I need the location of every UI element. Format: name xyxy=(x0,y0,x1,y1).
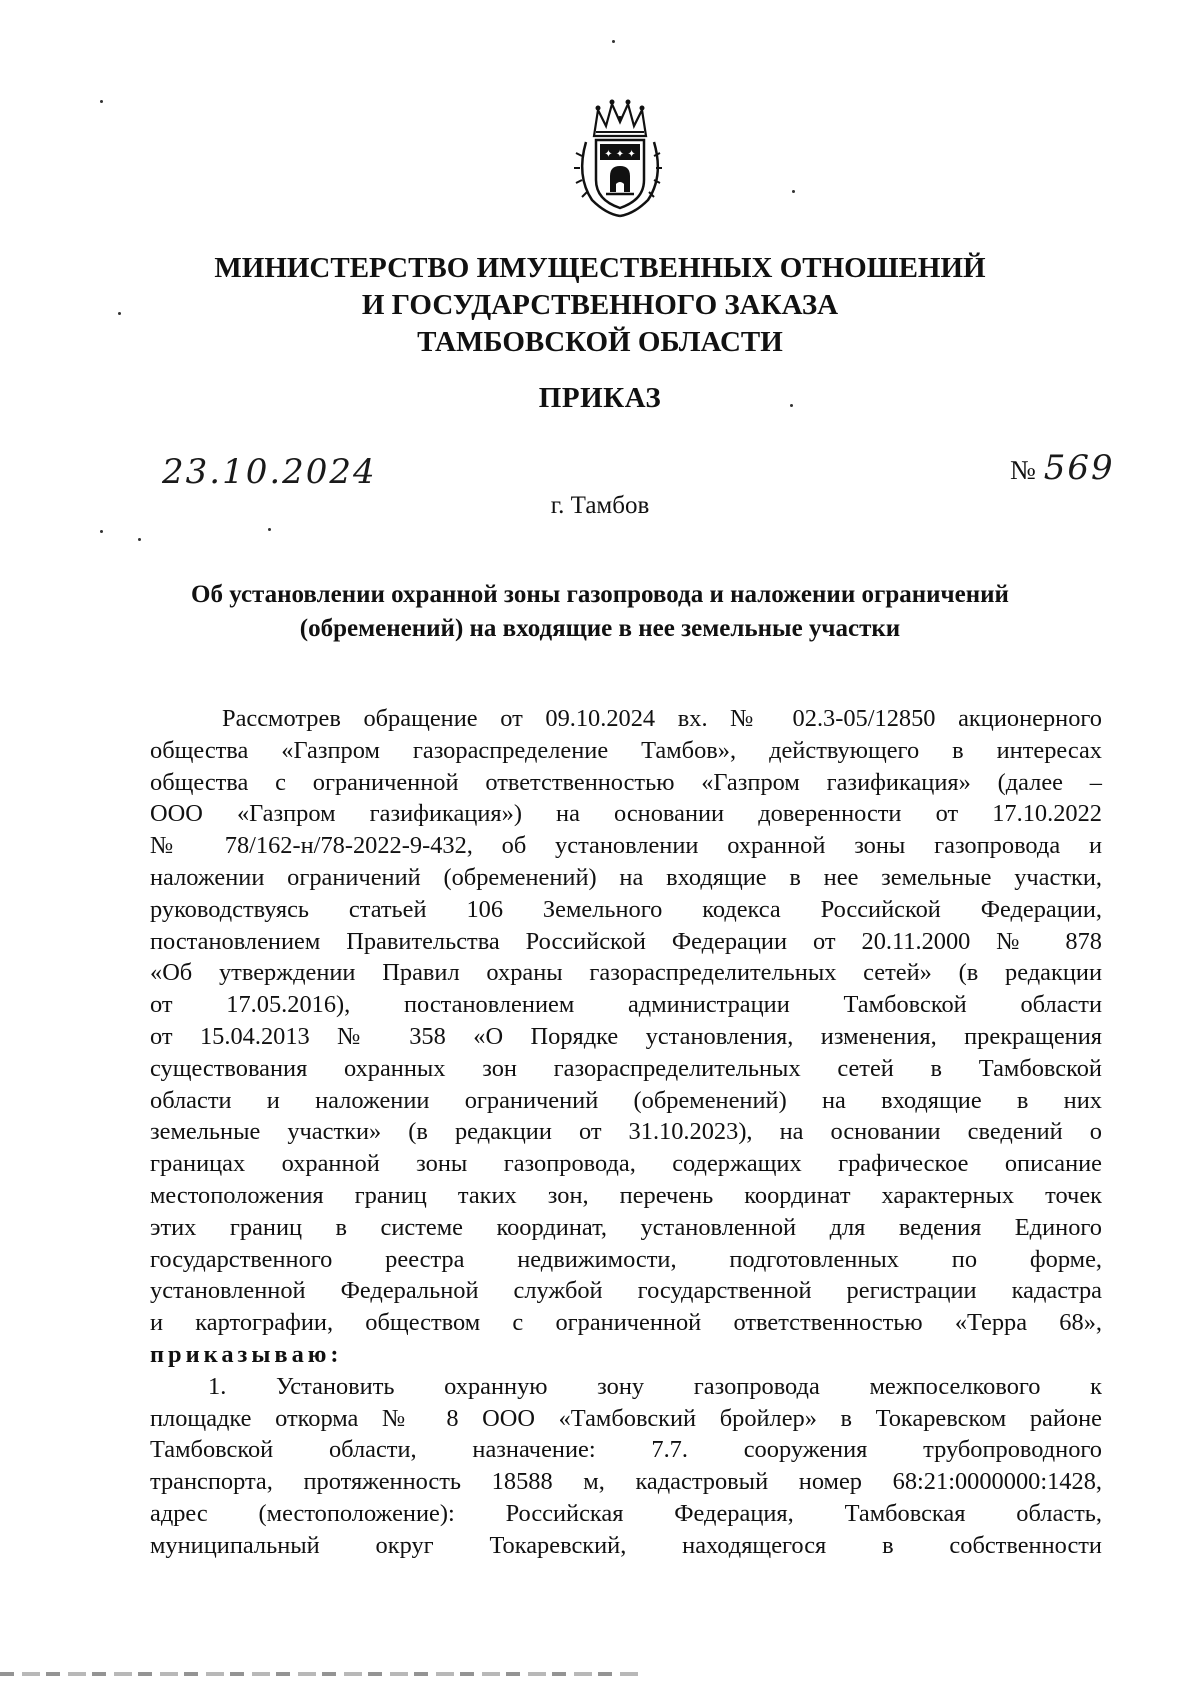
item-line: Тамбовской области, назначение: 7.7. сооружения трубопроводного xyxy=(150,1436,1102,1464)
body-line: общества с ограниченной ответственностью «Газпром газификация» (далее – xyxy=(150,768,1102,796)
body-line: земельные участки» (в редакции от 31.10.2023), на основании сведений о xyxy=(150,1118,1102,1146)
item-line: муниципальный округ Токаревский, находящегося в собственности xyxy=(150,1531,1102,1559)
scan-edge-strip xyxy=(0,1672,640,1676)
body-line: наложении ограничений (обременений) на входящие в нее земельные участки, xyxy=(150,863,1102,891)
document-subject xyxy=(130,578,1070,646)
body-line: от 15.04.2013 № 358 «О Порядке установления, изменения, прекращения xyxy=(150,1022,1102,1050)
body-line: руководствуясь статьей 106 Земельного кодекса Российской Федерации, xyxy=(150,895,1102,923)
body-line: области и наложении ограничений (обременений) на входящие в них xyxy=(150,1086,1102,1114)
body-line: «Об утверждении Правил охраны газораспределительных сетей» (в редакции xyxy=(150,959,1102,987)
body-line: № 78/162-н/78-2022-9-432, об установлении охранной зоны газопровода и xyxy=(150,832,1102,860)
ministry-line-1: МИНИСТЕРСТВО ИМУЩЕСТВЕННЫХ ОТНОШЕНИЙ xyxy=(214,252,986,284)
coat-of-arms-emblem xyxy=(572,96,668,218)
body-line: общества «Газпром газораспределение Тамбов», действующего в интересах xyxy=(150,736,1102,764)
ministry-line-3: ТАМБОВСКОЙ ОБЛАСТИ xyxy=(417,326,783,358)
handwritten-date: 23.10.2024 xyxy=(162,452,377,492)
body-line: от 17.05.2016), постановлением администрации Тамбовской области xyxy=(150,991,1102,1019)
city-label: г. Тамбов xyxy=(550,492,650,519)
item-line: адрес (местоположение): Российская Федерация, Тамбовская область, xyxy=(150,1499,1102,1527)
body-line: границах охранной зоны газопровода, содержащих графическое описание xyxy=(150,1150,1102,1178)
body-line: установленной Федеральной службой государственной регистрации кадастра xyxy=(150,1277,1102,1305)
document-number xyxy=(1010,448,1115,488)
number-sign: № xyxy=(1010,455,1036,485)
subject-line-1: Об установлении охранной зоны газопровода и наложении ограничений xyxy=(191,581,1009,608)
handwritten-number: 569 xyxy=(1043,448,1115,488)
body-line: Рассмотрев обращение от 09.10.2024 вх. № 02.3-05/12850 акционерного xyxy=(222,705,1102,732)
body-line: этих границ в системе координат, установленной для ведения Единого xyxy=(150,1213,1102,1241)
body-line: существования охранных зон газораспределительных сетей в Тамбовской xyxy=(150,1054,1102,1082)
document-type-title: ПРИКАЗ xyxy=(538,382,662,414)
body-line: государственного реестра недвижимости, подготовленных по форме, xyxy=(150,1245,1102,1273)
ministry-name xyxy=(0,250,1200,361)
body-line: постановлением Правительства Российской Федерации от 20.11.2000 № 878 xyxy=(150,927,1102,955)
body-line: и картографии, обществом с ограниченной ответственностью «Терра 68», xyxy=(150,1309,1102,1337)
body-line: местоположения границ таких зон, перечень координат характерных точек xyxy=(150,1181,1102,1209)
item-line: 1. Установить охранную зону газопровода межпоселкового к xyxy=(208,1372,1102,1400)
subject-line-2: (обременений) на входящие в нее земельные участки xyxy=(299,615,901,642)
item-line: транспорта, протяженность 18588 м, кадастровый номер 68:21:0000000:1428, xyxy=(150,1468,1102,1496)
svg-text:✦ ✦ ✦: ✦ ✦ ✦ xyxy=(604,149,636,160)
document-body xyxy=(150,703,1102,1562)
item-line: площадке откорма № 8 ООО «Тамбовский бройлер» в Токаревском районе xyxy=(150,1404,1102,1432)
body-line: ООО «Газпром газификация») на основании доверенности от 17.10.2022 xyxy=(150,800,1102,828)
ministry-line-2: И ГОСУДАРСТВЕННОГО ЗАКАЗА xyxy=(361,289,839,321)
order-word: приказываю: xyxy=(150,1340,343,1368)
